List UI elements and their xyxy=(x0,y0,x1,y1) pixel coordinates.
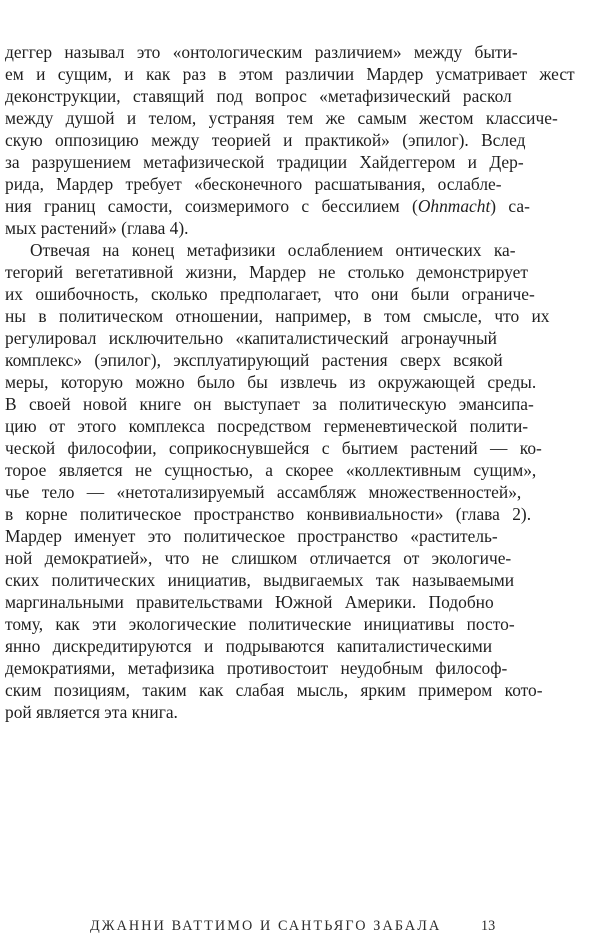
text-line: Мардер именует это политическое пространство «раститель- xyxy=(5,526,498,546)
text-line: за разрушением метафизической традиции Хайдеггером и Дер- xyxy=(5,152,524,172)
text-line: В своей новой книге он выступает за политическую эмансипа- xyxy=(5,394,534,414)
text-line: демократиями, метафизика противостоит неудобным философ- xyxy=(5,658,508,678)
text-line: их ошибочность, сколько предполагает, что они были ограниче- xyxy=(5,284,535,304)
text-line: комплекс» (эпилог), эксплуатирующий растения сверх всякой xyxy=(5,350,503,370)
text-line: ским позициям, таким как слабая мысль, ярким примером кото- xyxy=(5,680,543,700)
paragraph-last-line: рой является эта книга. xyxy=(5,702,178,722)
page-footer xyxy=(0,918,593,940)
italic-term: Ohnmacht xyxy=(417,196,491,216)
text-line: мых растений» (глава 4). xyxy=(5,218,189,238)
text-line-end: ) са- xyxy=(490,196,530,216)
text-line: ческой философии, соприкоснувшейся с бытием растений — ко- xyxy=(5,438,542,458)
text-line-start: ния границ самости, соизмеримого с бессилием ( xyxy=(5,196,418,216)
text-line: ны в политическом отношении, например, в том смысле, что их xyxy=(5,306,550,326)
text-line: скую оппозицию между теорией и практикой» (эпилог). Вслед xyxy=(5,130,526,150)
text-line: деконструкции, ставящий под вопрос «метафизический раскол xyxy=(5,86,512,106)
text-line: в корне политическое пространство конвивиальности» (глава 2). xyxy=(5,504,532,524)
paragraph-first-line: Отвечая на конец метафизики ослаблением онтических ка- xyxy=(30,240,516,260)
text-line: ских политических инициатив, выдвигаемых так называемыми xyxy=(5,570,515,590)
text-line: рида, Мардер требует «бесконечного расшатывания, ослабле- xyxy=(5,174,502,194)
text-line: янно дискредитируются и подрываются капиталистическими xyxy=(5,636,493,656)
running-footer-authors: ДЖАННИ ВАТТИМО И САНТЬЯГО ЗАБАЛА xyxy=(90,918,442,934)
text-line: регулировал исключительно «капиталистический агронаучный xyxy=(5,328,497,348)
text-line: чье тело — «нетотализируемый ассамбляж множественностей», xyxy=(5,482,522,502)
text-line xyxy=(5,195,588,219)
text-line: меры, которую можно было бы извлечь из окружающей среды. xyxy=(5,372,537,392)
text-line: тегорий вегетативной жизни, Мардер не столько демонстрирует xyxy=(5,262,528,282)
text-line: деггер называл это «онтологическим различием» между быти- xyxy=(5,42,518,62)
text-line: маргинальными правительствами Южной Америки. Подобно xyxy=(5,592,494,612)
text-line: тому, как эти экологические политические инициативы посто- xyxy=(5,614,515,634)
text-line: ем и сущим, и как раз в этом различии Мардер усматривает жест xyxy=(5,64,575,84)
text-line: между душой и телом, устраняя тем же самым жестом классиче- xyxy=(5,108,558,128)
text-line: торое является не сущностью, а скорее «коллективным сущим», xyxy=(5,460,537,480)
page-number: 13 xyxy=(481,918,496,934)
text-line: цию от этого комплекса посредством герменевтической полити- xyxy=(5,416,529,436)
text-line: ной демократией», что не слишком отличается от экологиче- xyxy=(5,548,512,568)
